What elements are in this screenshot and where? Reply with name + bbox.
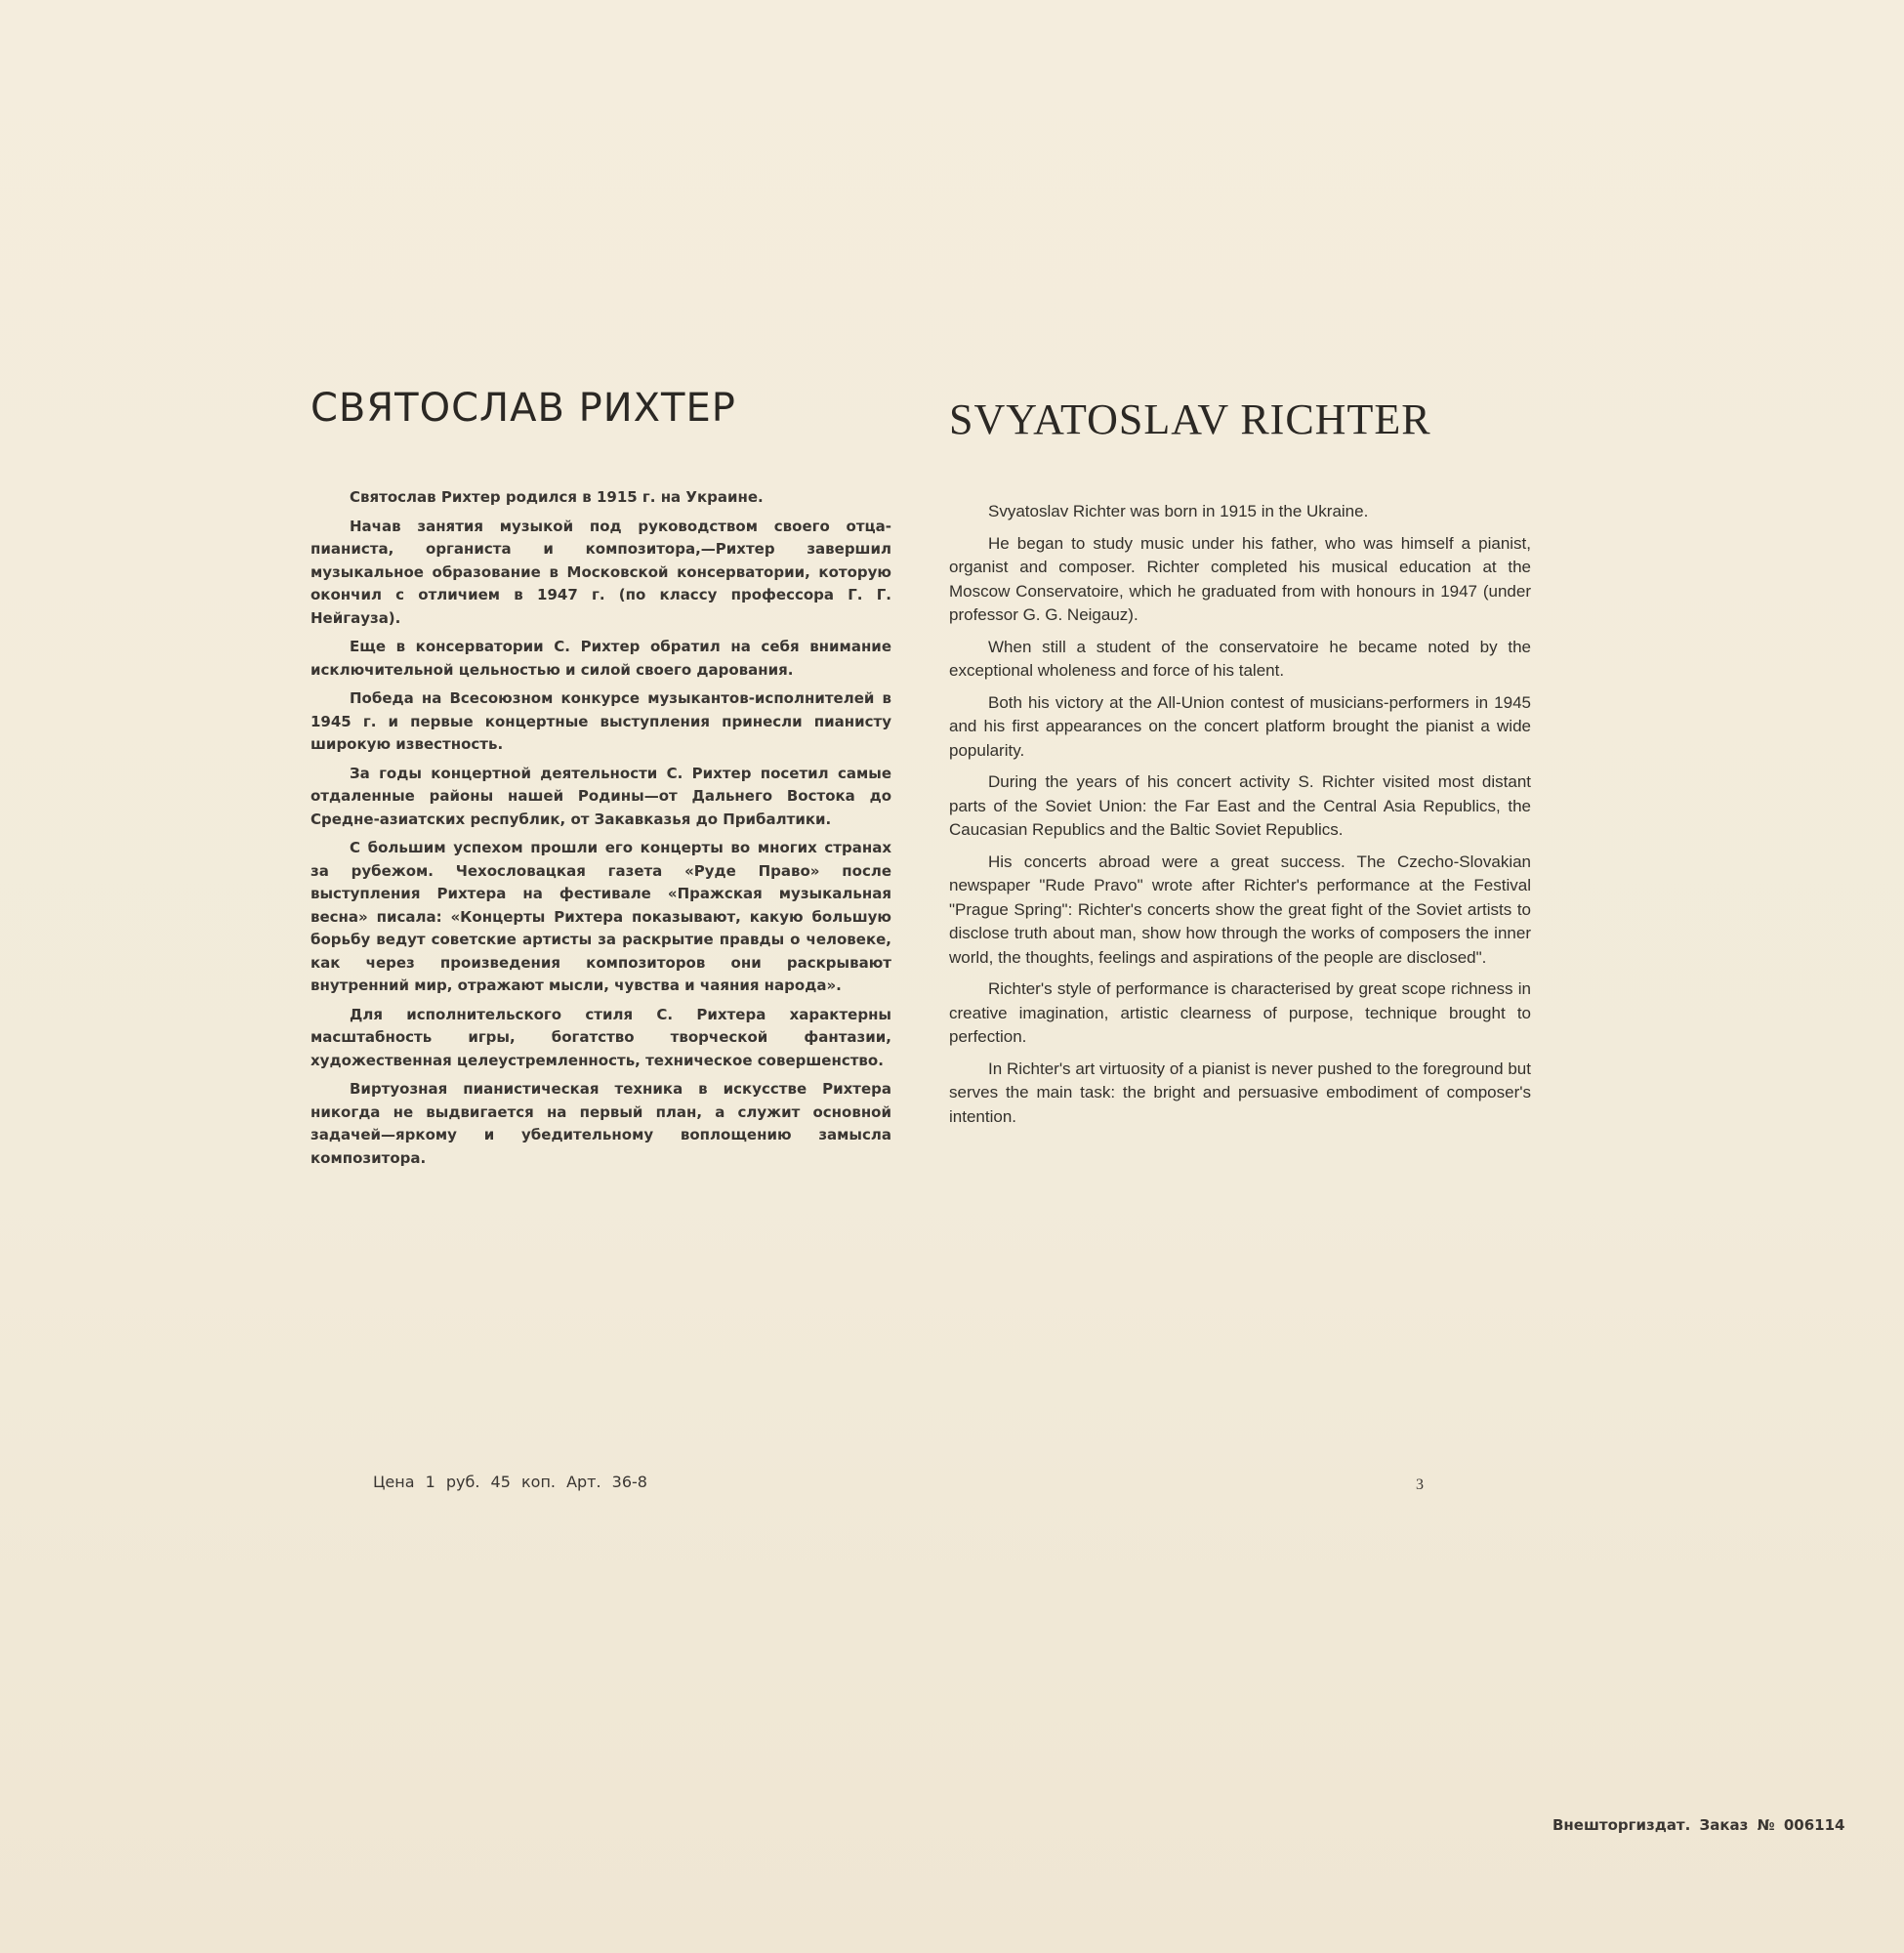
english-paragraph: He began to study music under his father, who was himself a pianist, organist and composer. Richter completed his musical education at the Moscow Conservatoire, which he graduated from with honours in 1947 (under professor G. G. Neigauz). <box>949 533 1531 624</box>
page-number: 3 <box>1416 1476 1424 1493</box>
russian-paragraph: Для исполнительского стиля С. Рихтера характерны масштабность игры, богатство творческой фантазии, художественная целеустремленность, техническое совершенство. <box>310 1005 891 1069</box>
english-paragraph: When still a student of the conservatoire he became noted by the exceptional wholeness and force of his talent. <box>949 637 1531 680</box>
publisher-order-line: Внешторгиздат. Заказ № 006114 <box>1552 1816 1845 1834</box>
price-line: Цена 1 руб. 45 коп. Арт. 36-8 <box>373 1473 647 1491</box>
english-paragraph: In Richter's art virtuosity of a pianist is never pushed to the foreground but serves the main task: the bright and persuasive embodiment of composer's intention. <box>949 1059 1531 1126</box>
russian-paragraph: Святослав Рихтер родился в 1915 г. на Украине. <box>350 488 764 506</box>
english-paragraph: His concerts abroad were a great success. The Czecho-Slovakian newspaper "Rude Pravo" wrote after Richter's performance at the Festival "Prague Spring": Richter's concerts show the great fight of the Soviet artists to disclose truth about man, show how through the works of composers the inner world, the thoughts, feelings and aspirations of the people are disclosed". <box>949 852 1531 967</box>
english-body <box>949 500 1531 1129</box>
russian-paragraph: С большим успехом прошли его концерты во многих странах за рубежом. Чехословацкая газета «Руде Право» после выступления Рихтера на фестивале «Пражская музыкальная весна» писала: «Концерты Рихтера показывают, какую большую борьбу ведут советские артисты за раскрытие правды о человеке, как через произведения композиторов они раскрывают внутренний мир, отражают мысли, чувства и чаяния народа». <box>310 839 891 994</box>
russian-paragraph: За годы концертной деятельности С. Рихтер посетил самые отдаленные районы нашей Родины—от Дальнего Востока до Средне-азиатских республик, от Закавказья до Прибалтики. <box>310 764 891 828</box>
russian-paragraph: Победа на Всесоюзном конкурсе музыкантов-исполнителей в 1945 г. и первые концертные выступления принесли пианисту широкую известность. <box>310 689 891 753</box>
russian-body <box>310 486 891 1170</box>
russian-title: СВЯТОСЛАВ РИХТЕР <box>310 386 736 431</box>
russian-column <box>310 381 891 1176</box>
english-paragraph: Richter's style of performance is characterised by great scope richness in creative imagination, artistic clearness of purpose, technique brought to perfection. <box>949 979 1531 1046</box>
english-paragraph: Svyatoslav Richter was born in 1915 in the Ukraine. <box>988 502 1369 520</box>
english-column <box>949 391 1531 1137</box>
english-paragraph: Both his victory at the All-Union contest of musicians-performers in 1945 and his first appearances on the concert platform brought the pianist a wide popularity. <box>949 692 1531 760</box>
english-title: SVYATOSLAV RICHTER <box>949 395 1431 443</box>
russian-paragraph: Начав занятия музыкой под руководством своего отца-пианиста, органиста и композитора,—Рихтер завершил музыкальное образование в Московской консерватории, которую окончил с отличием в 1947 г. (по классу профессора Г. Г. Нейгауза). <box>310 517 891 627</box>
russian-paragraph: Виртуозная пианистическая техника в искусстве Рихтера никогда не выдвигается на первый план, а служит основной задачей—яркому и убедительному воплощению замысла композитора. <box>310 1080 891 1167</box>
english-paragraph: During the years of his concert activity S. Richter visited most distant parts of the Soviet Union: the Far East and the Central Asia Republics, the Caucasian Republics and the Baltic Soviet Republics. <box>949 772 1531 839</box>
russian-paragraph: Еще в консерватории С. Рихтер обратил на себя внимание исключительной цельностью и силой своего дарования. <box>310 638 891 679</box>
